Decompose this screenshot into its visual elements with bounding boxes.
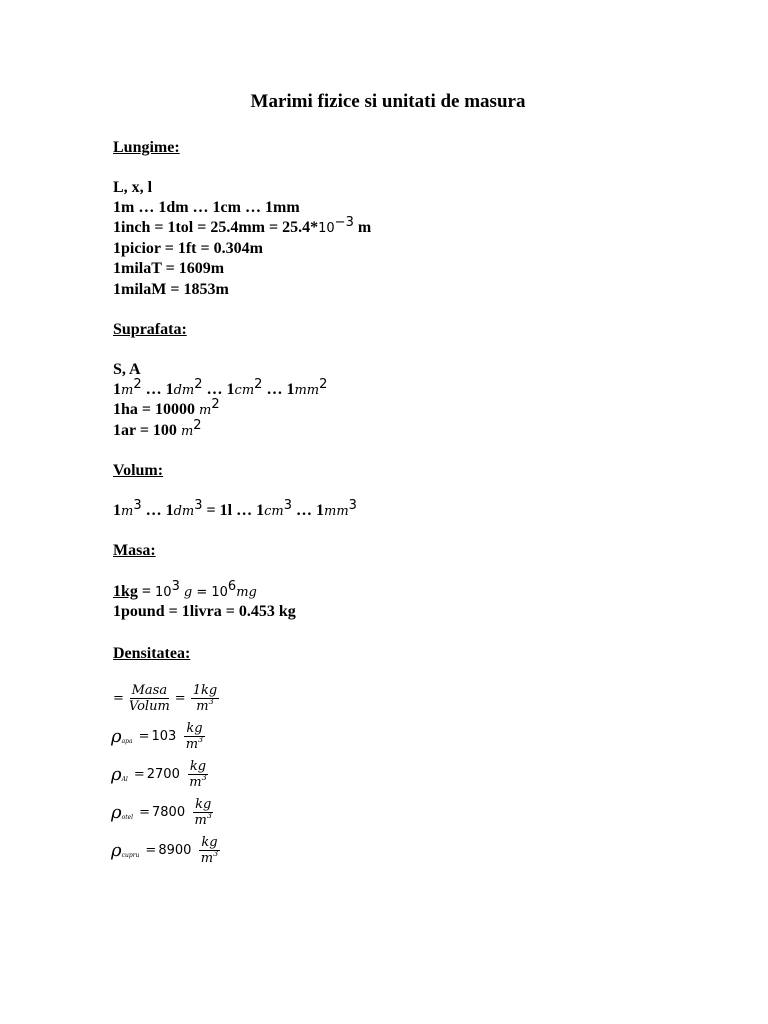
- mile-land-line: 1milaT = 1609m: [113, 260, 225, 277]
- densitatea-m_exp: 3: [201, 773, 207, 782]
- densitatea-f0-eq: =: [113, 691, 124, 706]
- suprafata-one: 1: [226, 381, 235, 398]
- suprafata-u_dm: dm: [173, 383, 195, 398]
- densitatea-apa-sub: apa: [121, 738, 133, 745]
- densitatea-f0-num: Masa: [131, 683, 168, 698]
- area-units-line: [113, 377, 328, 401]
- suprafata-dots: …: [202, 381, 227, 398]
- masa-exp_g: 3: [171, 579, 180, 594]
- section-heading-suprafata: Suprafata:: [113, 321, 187, 338]
- page-title: Marimi fizice si unitati de masura: [250, 91, 526, 112]
- densitatea-eq: =: [133, 767, 145, 782]
- suprafata-u_m: m: [199, 403, 212, 418]
- masa-mg: mg: [236, 585, 257, 600]
- densitatea-eq: =: [138, 729, 150, 744]
- section-heading-volum: Volum:: [113, 462, 164, 479]
- masa-ten: 10: [211, 585, 228, 600]
- densitatea-m_exp: 3: [213, 849, 219, 858]
- densitatea-f0-den2_exp: 3: [208, 697, 214, 706]
- densitatea-rho: ρ: [111, 802, 122, 823]
- mile-sea-line: 1milaM = 1853m: [113, 281, 229, 298]
- suprafata-u_cm: cm: [234, 383, 255, 398]
- densitatea-al-val: 2700: [146, 767, 180, 782]
- volum-exp: 3: [194, 498, 203, 513]
- densitatea-kg: kg: [201, 835, 218, 850]
- volum-one: 1: [113, 502, 121, 519]
- densitatea-apa-val: 10: [151, 729, 169, 744]
- section-heading-masa: Masa:: [113, 542, 156, 559]
- volum-u_dm: dm: [173, 504, 195, 519]
- hectare-line: [113, 397, 220, 421]
- densitatea-kg: kg: [189, 759, 207, 774]
- densitatea-otel-sub: otel: [121, 814, 134, 821]
- suprafata-dots: …: [141, 381, 166, 398]
- suprafata-exp: 2: [133, 377, 142, 392]
- densitatea-m: m: [200, 851, 214, 866]
- densitatea-rho: ρ: [111, 726, 122, 747]
- density-water-formula: ρ apa = 10 3 $\frac{kg}{m^3}$: [111, 721, 204, 752]
- density-aluminium-formula: [111, 760, 211, 789]
- lungime-l2_base: 10: [318, 221, 335, 236]
- area-symbols: S, A: [113, 361, 141, 378]
- suprafata-ar_pre: 1ar = 100: [113, 422, 177, 439]
- inch-conversion-line: [113, 215, 372, 239]
- densitatea-m: m: [185, 737, 199, 752]
- densitatea-m: m: [194, 813, 207, 828]
- volume-units-line: [113, 498, 357, 522]
- suprafata-exp: 2: [211, 397, 220, 412]
- volum-one: 1: [316, 502, 324, 519]
- density-copper-formula: [111, 836, 223, 865]
- densitatea-rho: ρ: [111, 764, 122, 785]
- ar-line: [113, 418, 202, 442]
- densitatea-rho: ρ: [111, 840, 122, 861]
- lungime-l2_pre: 1inch = 1tol = 25.4mm = 25.4*: [113, 219, 319, 236]
- volum-exp: 3: [283, 498, 292, 513]
- volum-u_cm: cm: [264, 504, 284, 519]
- suprafata-one: 1: [113, 381, 121, 398]
- masa-g: g: [183, 585, 193, 600]
- pound-line: 1pound = 1livra = 0.453 kg: [113, 603, 296, 620]
- densitatea-f0-num2: 1kg: [192, 683, 218, 698]
- length-symbols: L, x, l: [113, 179, 153, 196]
- suprafata-exp: 2: [319, 377, 328, 392]
- kilogram-line: [113, 579, 257, 603]
- densitatea-otel-val: 7800: [152, 805, 186, 820]
- densitatea-kg: kg: [186, 721, 203, 736]
- suprafata-dots: …: [262, 381, 287, 398]
- mass-over-volume-fraction: [129, 684, 170, 713]
- densitatea-eq: =: [139, 805, 150, 820]
- volum-one: 1: [256, 502, 265, 519]
- densitatea-f0-den2: m: [196, 699, 209, 714]
- masa-eq2: =: [192, 585, 212, 600]
- densitatea-kg: kg: [195, 797, 212, 812]
- densitatea-cupru-sub: cupru: [121, 852, 140, 859]
- lungime-l2_post: m: [353, 219, 372, 236]
- volum-dots: …: [292, 502, 316, 519]
- volum-exp: 3: [348, 498, 357, 513]
- densitatea-f0-den: Volum: [128, 699, 170, 714]
- volum-exp: 3: [133, 498, 142, 513]
- densitatea-f0-eq2: =: [174, 691, 186, 706]
- densitatea-cupru-val: 8900: [158, 843, 192, 858]
- kg-per-m3-fraction: [191, 684, 219, 713]
- masa-ten: 10: [155, 585, 172, 600]
- suprafata-one: 1: [286, 381, 295, 398]
- densitatea-m: m: [189, 775, 202, 790]
- volum-u_mm: mm: [324, 504, 349, 519]
- volum-eq_l: = 1l …: [202, 502, 257, 519]
- suprafata-u_m: m: [180, 424, 194, 439]
- suprafata-exp: 2: [254, 377, 263, 392]
- lungime-l2_exp: −3: [334, 215, 354, 230]
- density-steel-formula: [111, 798, 216, 827]
- masa-exp_mg: 6: [227, 579, 237, 594]
- densitatea-eq: =: [145, 843, 157, 858]
- densitatea-al-sub: Al: [121, 776, 128, 783]
- suprafata-exp: 2: [194, 377, 203, 392]
- volum-one: 1: [165, 502, 174, 519]
- section-heading-lungime: Lungime:: [113, 139, 180, 156]
- length-units-line: 1m … 1dm … 1cm … 1mm: [113, 199, 300, 216]
- suprafata-ha_pre: 1ha = 10000: [113, 401, 196, 418]
- densitatea-m_exp: 3: [206, 811, 212, 820]
- densitatea-m_exp: 3: [198, 735, 204, 744]
- masa-eq: =: [137, 583, 156, 600]
- masa-kg_pre: 1kg: [113, 583, 138, 600]
- density-definition-formula: [111, 684, 222, 713]
- volum-u_m: m: [121, 504, 134, 519]
- volum-dots: …: [141, 502, 166, 519]
- suprafata-exp: 2: [193, 418, 202, 433]
- suprafata-u_mm: mm: [294, 383, 320, 398]
- suprafata-one: 1: [165, 381, 174, 398]
- suprafata-u_m: m: [121, 383, 134, 398]
- foot-conversion-line: 1picior = 1ft = 0.304m: [113, 240, 263, 257]
- section-heading-densitatea: Densitatea:: [113, 645, 191, 662]
